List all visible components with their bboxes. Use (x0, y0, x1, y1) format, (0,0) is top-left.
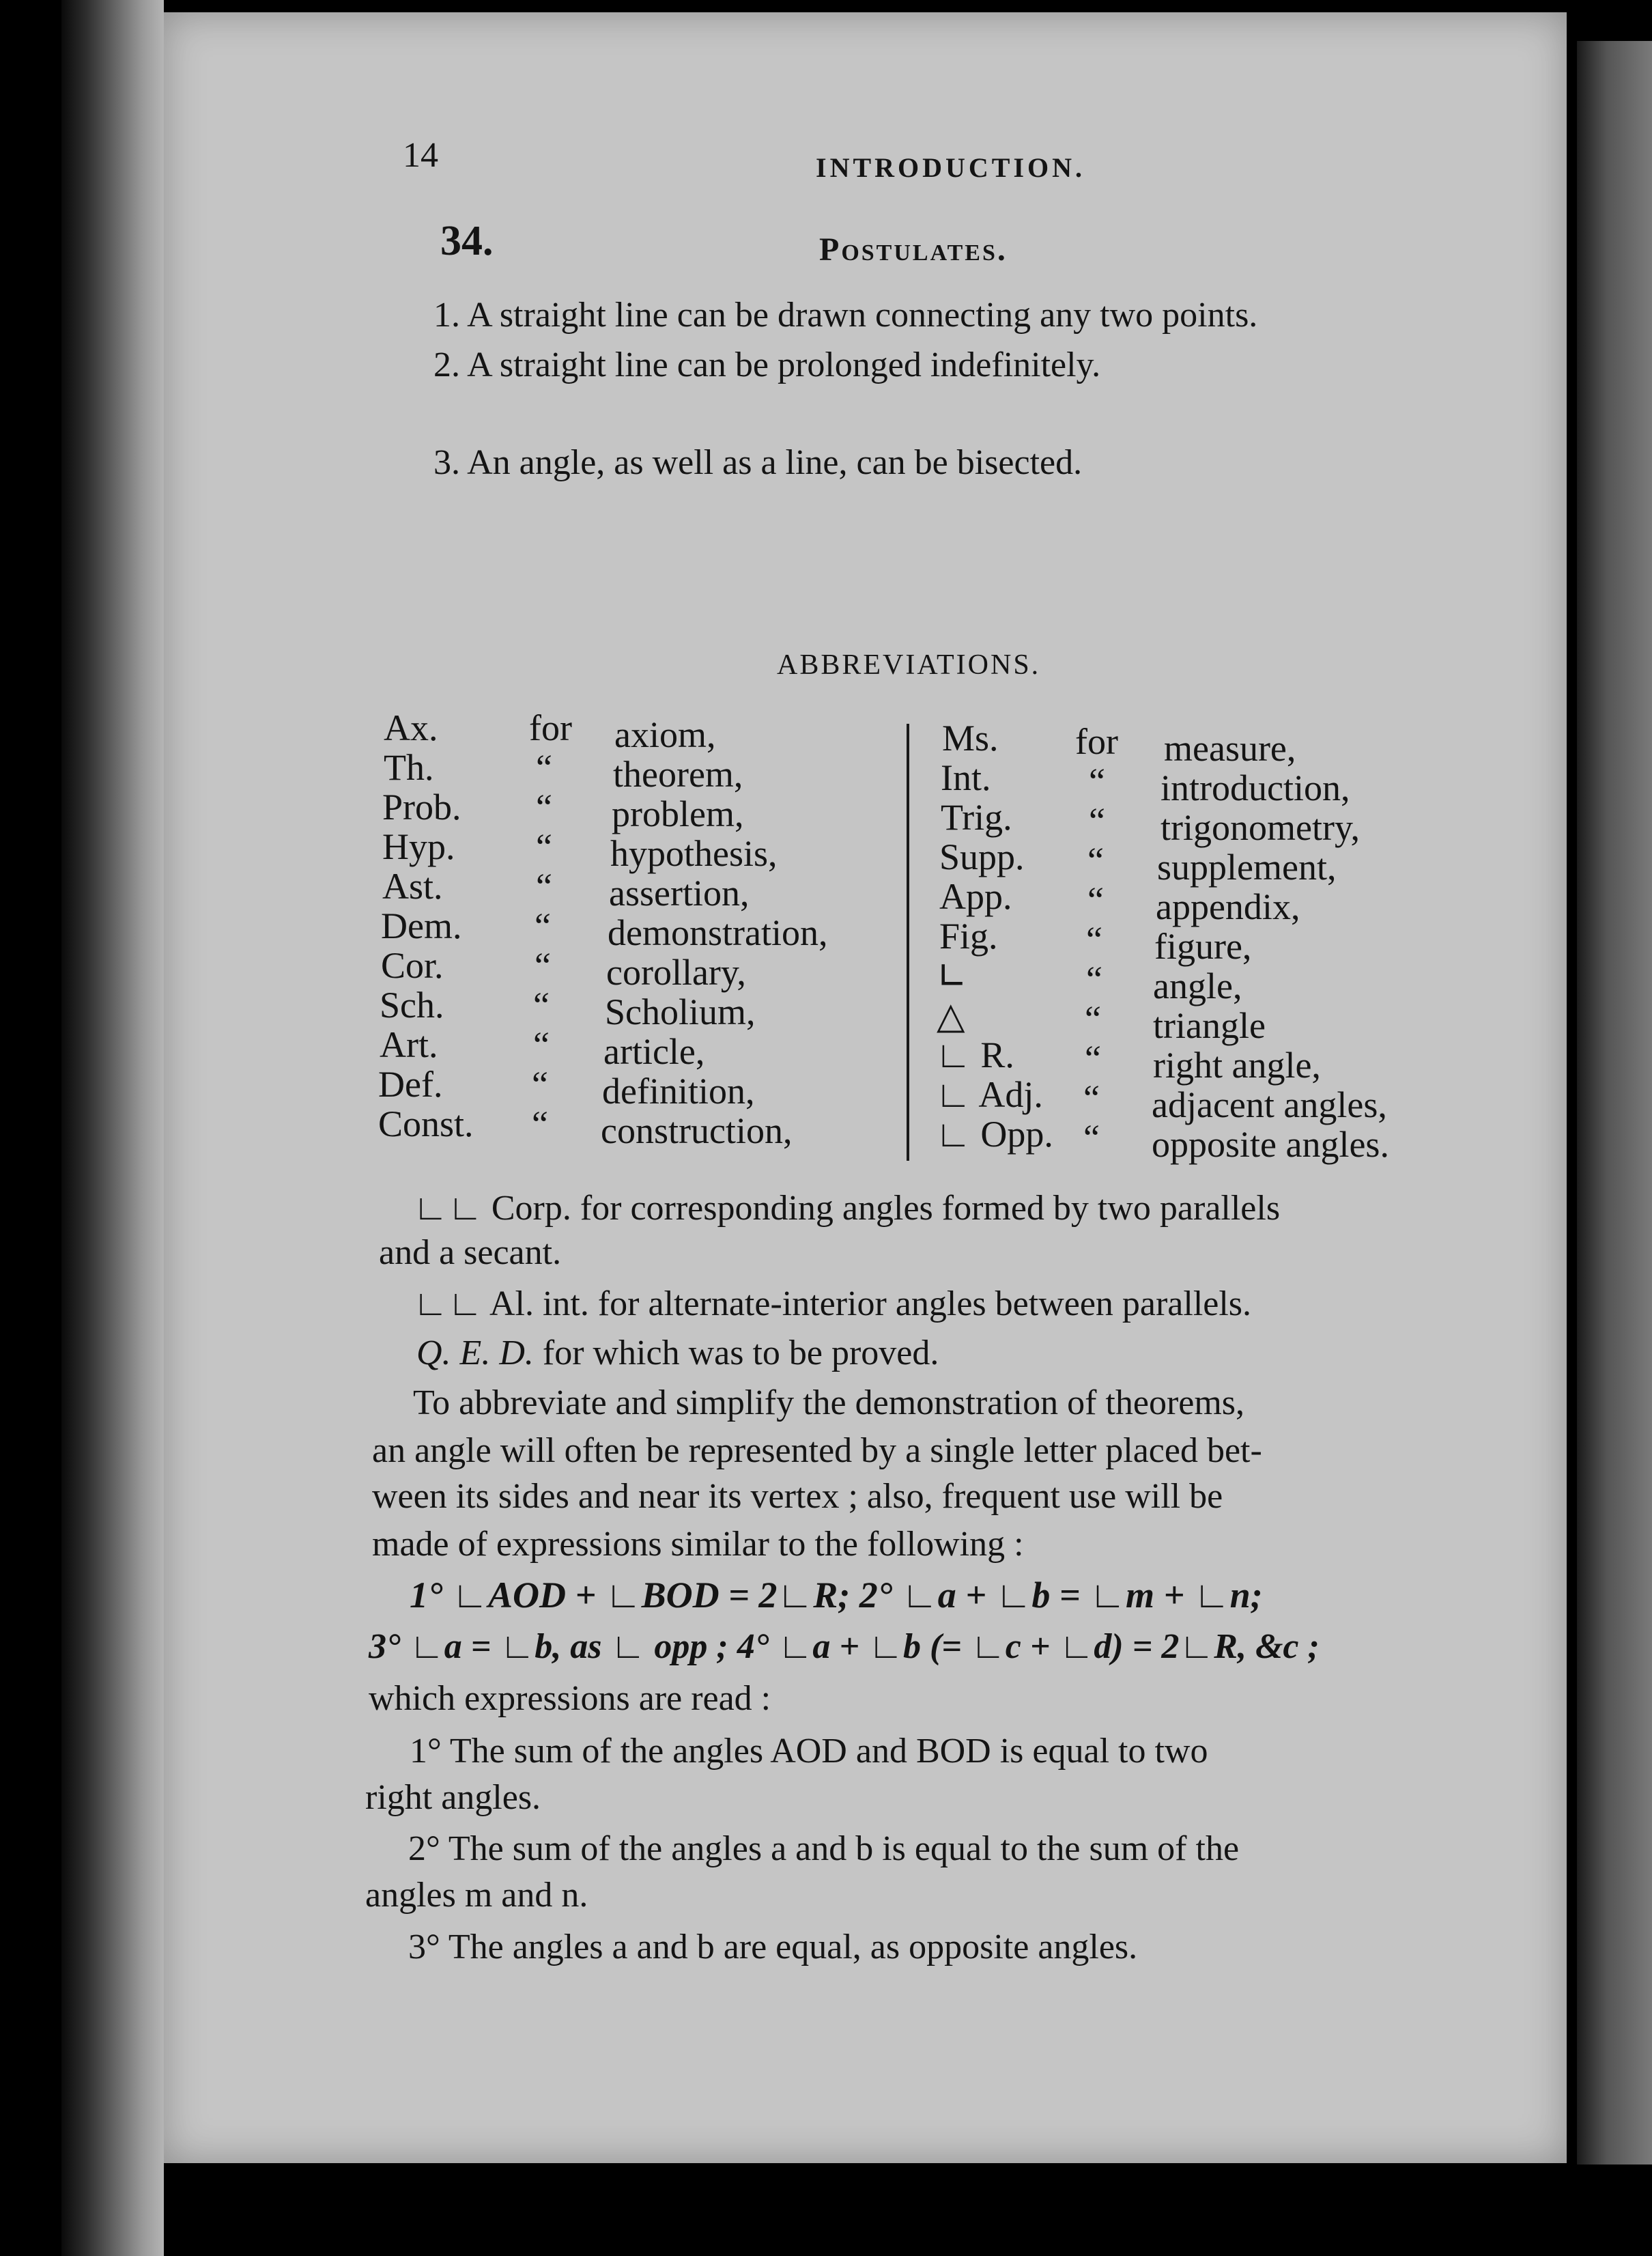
paragraph-line: ween its sides and near its vertex ; also, frequent use will be (372, 1477, 1223, 1516)
abbr-term: App. (939, 876, 1012, 917)
column-divider (907, 724, 909, 1161)
abbr-meaning: triangle (1153, 1005, 1266, 1046)
angle-icon: ∟ (937, 955, 968, 998)
running-title: INTRODUCTION. (816, 152, 1086, 183)
corresponding-angles-note: ∟∟ Corp. for corresponding angles formed by two parallels (413, 1189, 1281, 1228)
ditto-mark: “ (1089, 761, 1105, 802)
qed-abbr: Q. E. D. (416, 1334, 534, 1372)
abbr-term: ∟ Adj. (935, 1074, 1043, 1115)
abbr-meaning: angle, (1153, 965, 1242, 1006)
ditto-mark: “ (532, 1064, 548, 1105)
abbr-term: ∟ R. (935, 1034, 1014, 1075)
paragraph-line: made of expressions similar to the following : (372, 1525, 1024, 1564)
abbr-term: Trig. (941, 797, 1012, 838)
expression-line-2: 3° ∟a = ∟b, as ∟ opp ; 4° ∟a + ∟b (= ∟c + ∟d) = 2∟R, &c ; (369, 1627, 1320, 1666)
ditto-mark: “ (532, 1103, 548, 1144)
abbr-meaning: adjacent angles, (1152, 1084, 1387, 1125)
qed-note (416, 1333, 939, 1373)
abbr-meaning: problem, (612, 793, 744, 834)
next-page-edge (1577, 41, 1652, 2165)
reading-2-cont: angles m and n. (365, 1876, 588, 1915)
abbr-meaning: appendix, (1156, 886, 1300, 927)
abbr-term: Hyp. (382, 826, 455, 867)
abbr-meaning: trigonometry, (1160, 807, 1360, 848)
reading-3: 3° The angles a and b are equal, as opposite angles. (408, 1928, 1138, 1966)
abbr-term: Supp. (939, 836, 1025, 877)
ditto-mark: “ (1086, 959, 1102, 1000)
abbr-meaning: assertion, (609, 873, 750, 914)
ditto-mark: “ (1085, 1038, 1101, 1079)
ditto-mark: “ (536, 747, 552, 788)
abbr-meaning: definition, (602, 1071, 755, 1112)
triangle-icon: △ (937, 994, 965, 1037)
abbr-term: Const. (378, 1103, 474, 1144)
abbr-term: ∟ Opp. (935, 1114, 1053, 1155)
abbr-term: Def. (378, 1064, 443, 1105)
ditto-mark: “ (536, 866, 552, 907)
ditto-mark: “ (1085, 998, 1101, 1039)
abbr-meaning: right angle, (1153, 1045, 1321, 1086)
abbr-term: Cor. (381, 945, 444, 986)
abbr-meaning: opposite angles. (1152, 1124, 1389, 1165)
paragraph-line: To abbreviate and simplify the demonstration of theorems, (413, 1383, 1245, 1422)
abbr-term: Fig. (939, 916, 998, 957)
ditto-mark: “ (1083, 1117, 1100, 1158)
abbr-term: Int. (941, 757, 991, 798)
abbr-term: Ax. (384, 707, 438, 748)
abbr-term: Art. (380, 1024, 438, 1065)
abbr-meaning: measure, (1164, 728, 1296, 769)
ditto-mark: “ (1089, 800, 1105, 841)
paragraph-line: an angle will often be represented by a single letter placed bet- (372, 1431, 1262, 1470)
abbr-term: Dem. (381, 905, 462, 946)
reading-1-cont: right angles. (365, 1778, 541, 1817)
abbr-meaning: article, (603, 1031, 705, 1072)
postulates-title: Postulates. (819, 231, 1008, 268)
expression-line-1: 1° ∟AOD + ∟BOD = 2∟R; 2° ∟a + ∟b = ∟m + ∟n; (410, 1575, 1263, 1616)
abbr-meaning: Scholium, (605, 991, 756, 1032)
corresponding-angles-note-cont: and a secant. (379, 1233, 562, 1272)
ditto-mark: “ (535, 905, 551, 946)
abbreviations-title: ABBREVIATIONS. (777, 649, 1041, 681)
ditto-mark: “ (536, 826, 552, 867)
abbr-meaning: theorem, (613, 754, 743, 795)
ditto-mark: “ (535, 945, 551, 986)
abbr-meaning: hypothesis, (610, 833, 778, 874)
abbr-term: Th. (384, 747, 434, 788)
ditto-mark: “ (1086, 919, 1102, 960)
for-word: for (1075, 721, 1118, 762)
ditto-mark: “ (533, 985, 550, 1026)
reading-2: 2° The sum of the angles a and b is equal to the sum of the (408, 1829, 1240, 1868)
page-number: 14 (403, 136, 438, 175)
book-spine (61, 0, 164, 2256)
section-number: 34. (440, 218, 494, 264)
ditto-mark: “ (536, 787, 552, 828)
abbr-term: Prob. (382, 787, 461, 828)
ditto-mark: “ (1087, 879, 1104, 920)
postulate-2: 2. A straight line can be prolonged indefinitely. (433, 346, 1101, 384)
abbr-meaning: construction, (601, 1110, 793, 1151)
for-word: for (529, 707, 572, 748)
qed-text: for which was to be proved. (542, 1334, 939, 1372)
abbr-meaning: introduction, (1160, 767, 1350, 808)
abbr-term: Sch. (380, 985, 444, 1026)
ditto-mark: “ (1083, 1077, 1100, 1118)
abbr-meaning: supplement, (1157, 847, 1337, 888)
expression-line-3: which expressions are read : (369, 1679, 771, 1718)
abbr-meaning: figure, (1154, 926, 1252, 967)
alternate-interior-note: ∟∟ Al. int. for alternate-interior angles between parallels. (413, 1284, 1252, 1323)
abbr-term: Ms. (942, 718, 999, 759)
abbr-meaning: axiom, (614, 714, 716, 755)
abbr-meaning: corollary, (606, 952, 746, 993)
postulate-3: 3. An angle, as well as a line, can be bisected. (433, 443, 1083, 482)
ditto-mark: “ (533, 1024, 550, 1065)
reading-1: 1° The sum of the angles AOD and BOD is equal to two (410, 1732, 1208, 1771)
abbr-term: Ast. (382, 866, 443, 907)
abbr-meaning: demonstration, (608, 912, 828, 953)
postulate-1: 1. A straight line can be drawn connecting any two points. (433, 296, 1258, 335)
ditto-mark: “ (1087, 840, 1104, 881)
